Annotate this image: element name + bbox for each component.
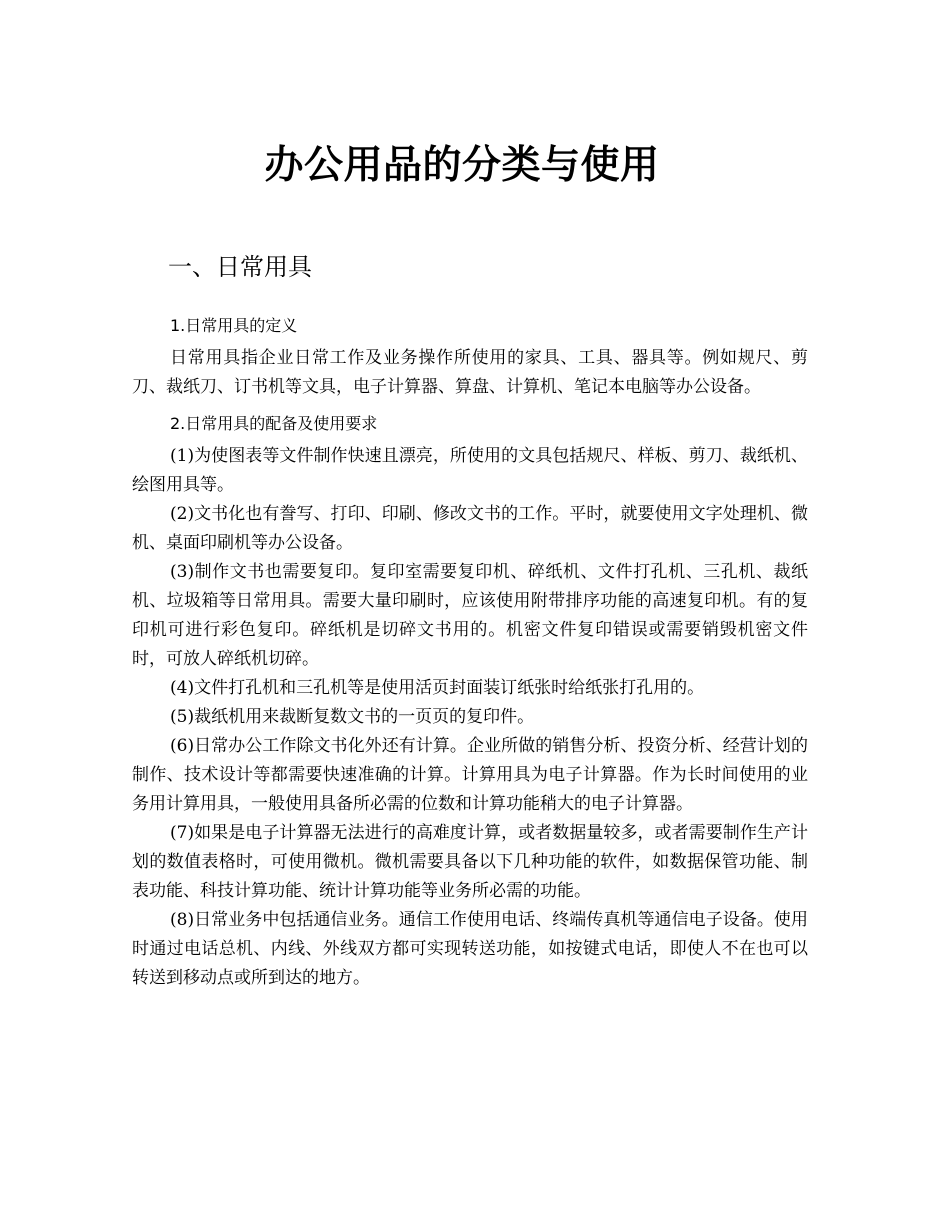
paragraph-item-6: (6)日常办公工作除文书化外还有计算。企业所做的销售分析、投资分析、经营计划的制作、技术设计等都需要快速准确的计算。计算用具为电子计算器。作为长时间使用的业务用计算用具，一般使用具备所必需的位数和计算功能稍大的电子计算器。: [132, 736, 808, 814]
document-title: 办公用品的分类与使用: [264, 143, 660, 188]
subsection-heading-requirements: 2.日常用具的配备及使用要求: [170, 414, 378, 433]
paragraph-item-7: (7)如果是电子计算器无法进行的高难度计算，或者数据量较多，或者需要制作生产计划的数值表格时，可使用微机。微机需要具备以下几种功能的软件，如数据保管功能、制表功能、科技计算功能、统计计算功能等业务所必需的功能。: [132, 823, 808, 901]
paragraph-item-5: (5)裁纸机用来裁断复数文书的一页页的复印件。: [170, 707, 535, 727]
subsection-heading-definition: 1.日常用具的定义: [170, 316, 298, 335]
paragraph-item-8: (8)日常业务中包括通信业务。通信工作使用电话、终端传真机等通信电子设备。使用时通过电话总机、内线、外线双方都可实现转送功能，如按键式电话，即使人不在也可以转送到移动点或所到达的地方。: [132, 910, 808, 988]
section-heading: 一、日常用具: [168, 253, 312, 281]
paragraph-item-4: (4)文件打孔机和三孔机等是使用活页封面装订纸张时给纸张打孔用的。: [170, 678, 705, 698]
paragraph-definition: 日常用具指企业日常工作及业务操作所使用的家具、工具、器具等。例如规尺、剪刀、裁纸刀、订书机等文具，电子计算器、算盘、计算机、笔记本电脑等办公设备。: [132, 348, 808, 397]
body-text: [132, 314, 808, 993]
paragraph-item-2: (2)文书化也有誊写、打印、印刷、修改文书的工作。平时，就要使用文字处理机、微机、桌面印刷机等办公设备。: [132, 504, 808, 553]
paragraph-item-3: (3)制作文书也需要复印。复印室需要复印机、碎纸机、文件打孔机、三孔机、裁纸机、垃圾箱等日常用具。需要大量印刷时，应该使用附带排序功能的高速复印机。有的复印机可进行彩色复印。碎纸机是切碎文书用的。机密文件复印错误或需要销毁机密文件时，可放人碎纸机切碎。: [132, 562, 808, 669]
paragraph-item-1: (1)为使图表等文件制作快速且漂亮，所使用的文具包括规尺、样板、剪刀、裁纸机、绘图用具等。: [132, 446, 808, 495]
